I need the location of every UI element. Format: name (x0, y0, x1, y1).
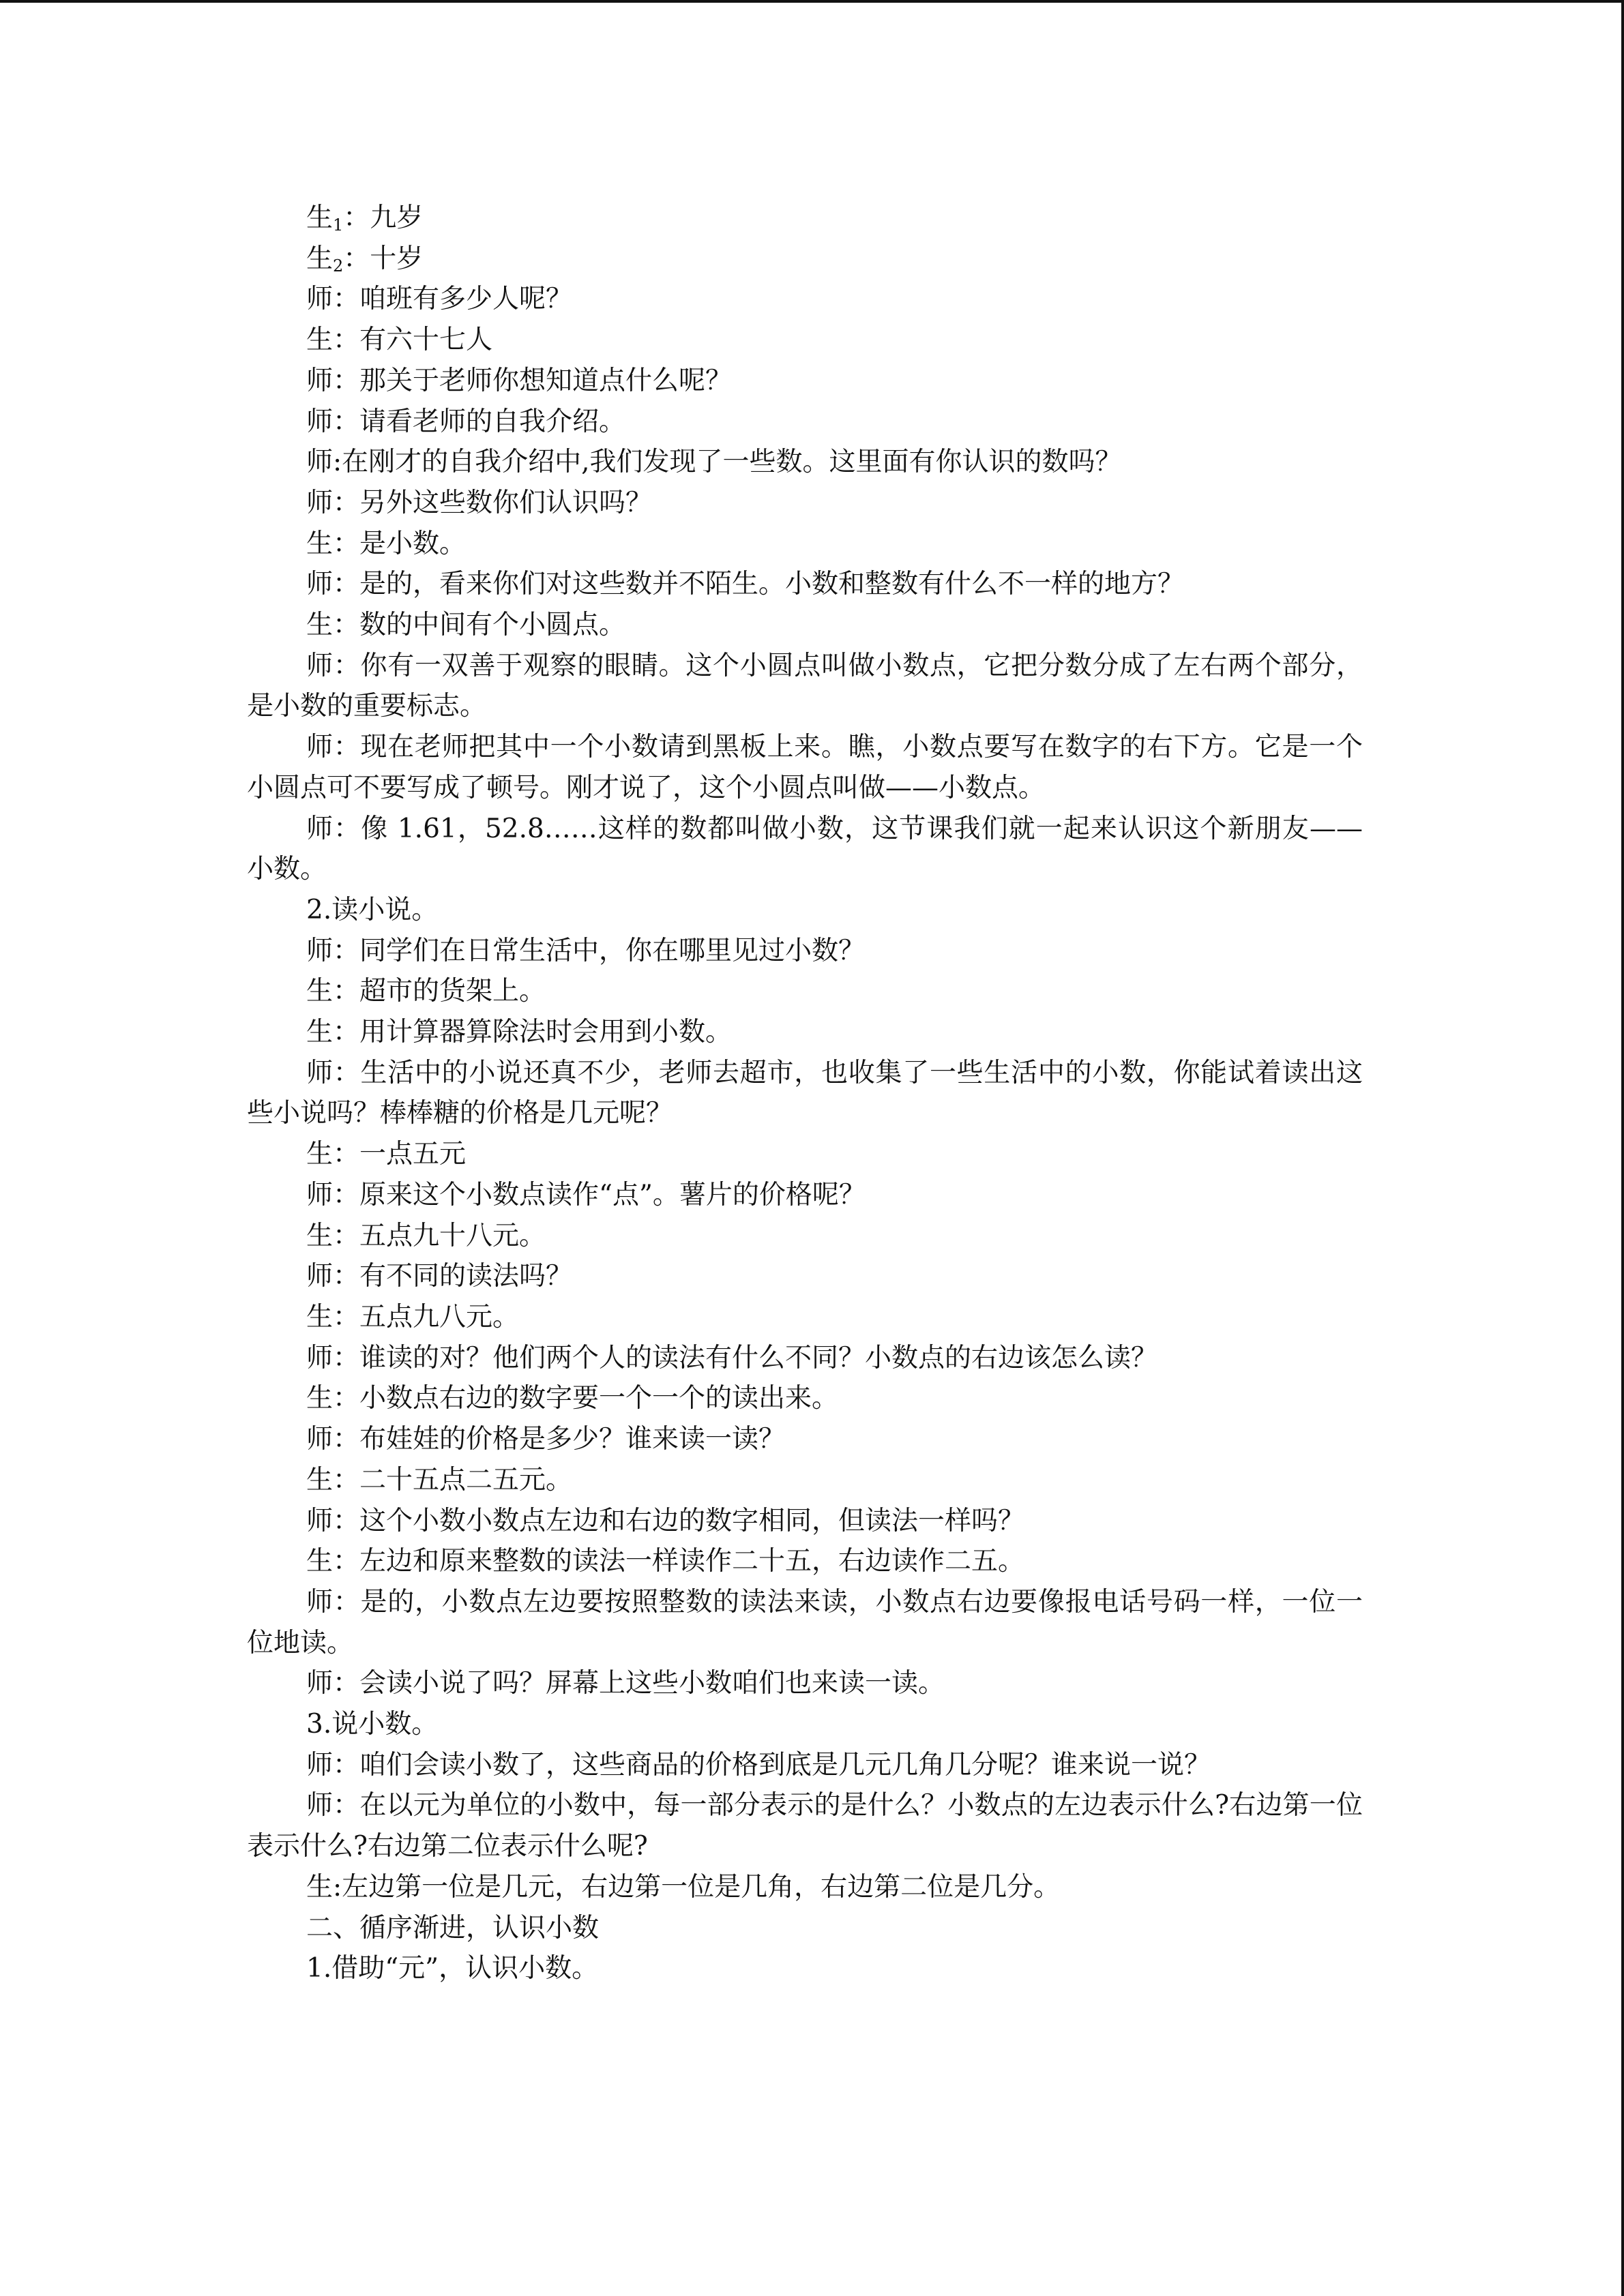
speaker-label: 生$_1$ (306, 203, 344, 235)
paragraph: 生：有六十七人 (306, 325, 493, 356)
paragraph-text: ：九岁 (343, 203, 424, 233)
paragraph: 生：一点五元 (306, 1139, 467, 1170)
section-heading: 2.读小说。 (306, 894, 439, 925)
paragraph: 师：会读小说了吗？屏幕上这些小数咱们也来读一读。 (306, 1668, 945, 1699)
paragraph: 生：五点九八元。 (306, 1301, 520, 1332)
paragraph: 生：小数点右边的数字要一个一个的读出来。 (306, 1383, 839, 1414)
paragraph: 生：用计算器算除法时会用到小数。 (306, 1017, 733, 1048)
paragraph: 师：另外这些数你们认识吗？ (306, 487, 653, 518)
paragraph: 师：是的，看来你们对这些数并不陌生。小数和整数有什么不一样的地方？ (306, 569, 1185, 600)
paragraph-text: ：十岁 (343, 243, 424, 274)
paragraph: 师：谁读的对？他们两个人的读法有什么不同？小数点的右边该怎么读？ (306, 1342, 1158, 1373)
paragraph: 生：二十五点二五元。 (306, 1464, 573, 1495)
section-heading: 1.借助“元”，认识小数。 (306, 1953, 599, 1984)
paragraph: 师：是的，小数点左边要按照整数的读法来读，小数点右边要像报电话号码一样，一位一位地读。 (247, 1586, 1363, 1658)
section-heading: 二、循序渐进，认识小数 (306, 1912, 600, 1943)
paragraph: 师：请看老师的自我介绍。 (306, 406, 626, 437)
paragraph: 生:左边第一位是几元，右边第一位是几角，右边第二位是几分。 (306, 1871, 1061, 1903)
section-heading: 3.说小数。 (306, 1709, 439, 1740)
paragraph: 师：原来这个小数点读作“点”。薯片的价格呢？ (306, 1179, 866, 1210)
paragraph (247, 239, 1363, 280)
paragraph: 师：咱们会读小数了，这些商品的价格到底是几元几角几分呢？谁来说一说？ (306, 1749, 1211, 1780)
paragraph: 生：左边和原来整数的读法一样读作二十五，右边读作二五。 (306, 1546, 1025, 1577)
speaker-subscript: 1 (333, 215, 344, 235)
speaker-label: 生$_2$ (306, 243, 344, 275)
paragraph: 师：同学们在日常生活中，你在哪里见过小数？ (306, 935, 866, 966)
paragraph: 师：咱班有多少人呢？ (306, 284, 573, 315)
paragraph: 师：这个小数小数点左边和右边的数字相同，但读法一样吗？ (306, 1505, 1025, 1536)
paragraph: 师：布娃娃的价格是多少？谁来读一读？ (306, 1424, 786, 1455)
page-border-top (0, 0, 1624, 3)
paragraph: 师：你有一双善于观察的眼睛。这个小圆点叫做小数点，它把分数分成了左右两个部分，是小数的重要标志。 (247, 650, 1363, 722)
paragraph: 师:在刚才的自我介绍中,我们发现了一些数。这里面有你认识的数吗？ (306, 447, 1122, 478)
paragraph: 生：超市的货架上。 (306, 976, 546, 1007)
page-border-right (1621, 0, 1624, 2296)
speaker-subscript: 2 (333, 256, 344, 275)
paragraph: 师：在以元为单位的小数中，每一部分表示的是什么？小数点的左边表示什么?右边第一位表示什么?右边第二位表示什么呢? (247, 1790, 1363, 1862)
document-body (247, 198, 1363, 1989)
paragraph (247, 198, 1363, 239)
paragraph: 师：生活中的小说还真不少，老师去超市，也收集了一些生活中的小数，你能试着读出这些小说吗？棒棒糖的价格是几元呢？ (247, 1057, 1363, 1129)
paragraph: 生：数的中间有个小圆点。 (306, 610, 626, 641)
paragraph: 师：有不同的读法吗？ (306, 1261, 573, 1292)
paragraph: 生：五点九十八元。 (306, 1220, 546, 1251)
paragraph: 生：是小数。 (306, 528, 467, 559)
paragraph: 师：像 1.61，52.8……这样的数都叫做小数，这节课我们就一起来认识这个新朋友——小数。 (247, 813, 1363, 885)
paragraph: 师：现在老师把其中一个小数请到黑板上来。瞧，小数点要写在数字的右下方。它是一个小圆点可不要写成了顿号。刚才说了，这个小圆点叫做——小数点。 (247, 732, 1363, 803)
paragraph: 师：那关于老师你想知道点什么呢？ (306, 365, 733, 396)
